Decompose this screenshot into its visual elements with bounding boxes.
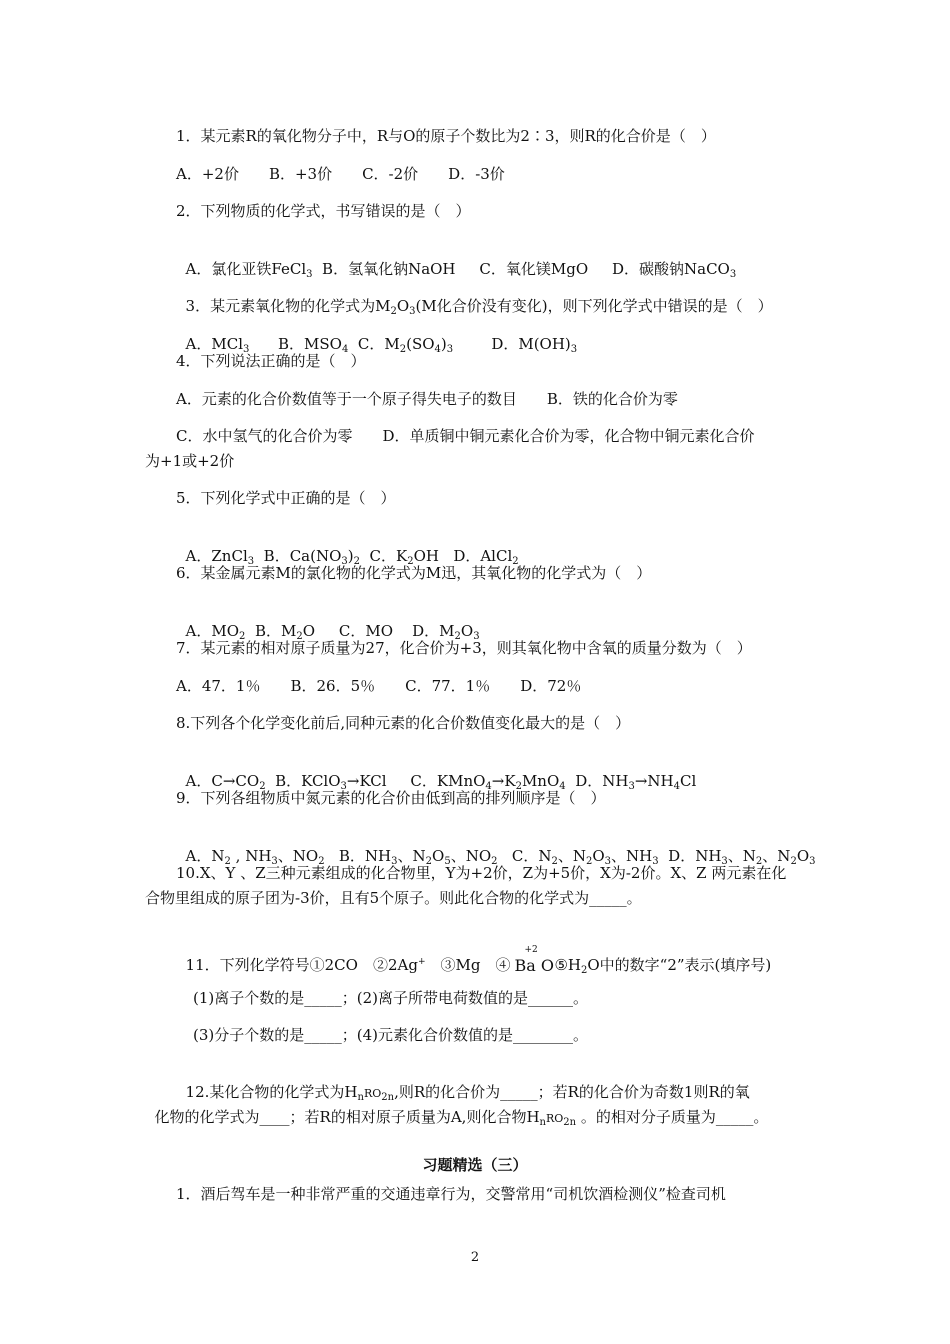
q2-option-b: B．氢氧化钠NaOH [322, 260, 456, 278]
q2-option-d: D．碳酸钠NaCO$_3$ [611, 260, 737, 280]
q6-option-c: C．MO [338, 622, 394, 640]
q8-option-d: D．$NH_3\to NH_4Cl$ [575, 772, 697, 792]
q3-option-b: B．$MSO_4$ [278, 335, 349, 355]
q9-option-d: D．$NH_3$、$N_2$、$N_2O_3$ [668, 847, 816, 867]
q9-option-b: B．$NH_3$、$N_2O_5$、$NO_2$ [338, 847, 498, 867]
q11-blank2: (3)分子个数的是_____；(4)元素化合价数值的是________。 [193, 1026, 588, 1044]
page-number: 2 [470, 1250, 480, 1265]
q7-stem: 7．某元素的相对原子质量为27，化合价为+3，则其氧化物中含氧的质量分数为（ ） [176, 639, 752, 657]
q8-option-b: B．KClO$_3$→KCl [275, 772, 387, 792]
q4-options-cd-cont: 为+1或+2价 [145, 452, 235, 470]
q5-option-c: C．$K_2OH$ [369, 547, 439, 567]
q3-option-c: C．$M_2(SO_4)_3$ [357, 335, 454, 355]
q7-options: A．47．1％ B．26．5％ C．77．1％ D．72％ [176, 677, 582, 695]
next-section-q1: 1．酒后驾车是一种非常严重的交通违章行为，交警常用“司机饮酒检测仪”检查司机 [176, 1185, 726, 1203]
q4-options-ab: A．元素的化合价数值等于一个原子得失电子的数目 B．铁的化合价为零 [176, 390, 678, 408]
section-heading: 习题精选（三） [422, 1156, 528, 1174]
q5-stem: 5．下列化学式中正确的是（ ） [176, 489, 396, 507]
q3-option-a: A．MCl$_3$ [185, 335, 250, 355]
q10-line1: 10.X、Y 、Z三种元素组成的化合物里，Y为+2价，Z为+5价，X为-2价。X、Z 两元素在化 [176, 864, 787, 882]
q8-option-c: C．$KMnO_4\to K_2MnO_4$ [410, 772, 566, 792]
q8-stem: 8.下列各个化学变化前后,同种元素的化合价数值变化最大的是（ ） [176, 714, 631, 732]
q5-option-a: A．ZnCl$_3$ [185, 547, 255, 567]
q11-stem: 11．下列化学符号①2CO ②2Ag+ ③Mg ④ +2 Ba O $⑤H_2O$中的数字“2”表示(填序号) [185, 945, 772, 976]
bao-valence-formula: +2 Ba O [514, 945, 554, 975]
q3-option-d: D．$M(OH)_3$ [491, 335, 578, 355]
q4-stem: 4．下列说法正确的是（ ） [176, 352, 366, 370]
q5-option-d: D．AlCl$_2$ [453, 547, 519, 567]
q1-options: A．+2价 B．+3价 C．-2价 D．-3价 [176, 165, 505, 183]
q11-blank1: (1)离子个数的是_____；(2)离子所带电荷数值的是______。 [193, 989, 588, 1007]
q6-option-b: B．$M_2O$ [254, 622, 316, 642]
q2-option-c: C．氧化镁MgO [479, 260, 589, 278]
q9-stem: 9．下列各组物质中氮元素的化合价由低到高的排列顺序是（ ） [176, 789, 606, 807]
q4-options-cd: C．水中氢气的化合价为零 D．单质铜中铜元素化合价为零，化合物中铜元素化合价 [176, 427, 755, 445]
q2-option-a: A．氯化亚铁FeCl$_3$ [185, 260, 313, 280]
q12-line2: 化物的化学式为____；若R的相对原子质量为A,则化合物$H_nRO_{2n}$ 。的相对分子质量为_____。 [154, 1108, 769, 1128]
q6-option-a: A．$MO_2$ [185, 622, 246, 642]
q5-option-b: B．$Ca(NO_3)_2$ [263, 547, 360, 567]
q9-option-a: A．$N_2$ , $NH_3$、$NO_2$ [185, 847, 325, 867]
q6-option-d: D．$M_2O_3$ [412, 622, 480, 642]
q1-stem: 1．某元素R的氧化物分子中，R与O的原子个数比为2∶3，则R的化合价是（ ） [176, 127, 716, 145]
q10-line2: 合物里组成的原子团为-3价，且有5个原子。则此化合物的化学式为_____。 [145, 889, 642, 907]
q6-stem: 6．某金属元素M的氯化物的化学式为M迅，其氧化物的化学式为（ ） [176, 564, 652, 582]
q2-stem: 2．下列物质的化学式，书写错误的是（ ） [176, 202, 471, 220]
q12-line1: 12.某化合物的化学式为$H_nRO_{2n}$,则R的化合价为_____；若R的化合价为奇数1则R的氧 [185, 1083, 750, 1103]
q8-option-a: A．$C\to CO_2$ [185, 772, 266, 792]
q9-option-c: C．$N_2$、$N_2O_3$、$NH_3$ [511, 847, 659, 867]
q3-stem: 3．某元素氧化物的化学式为$M_2O_3(M$化合价没有变化)，则下列化学式中错误的是（ ） [185, 297, 773, 317]
